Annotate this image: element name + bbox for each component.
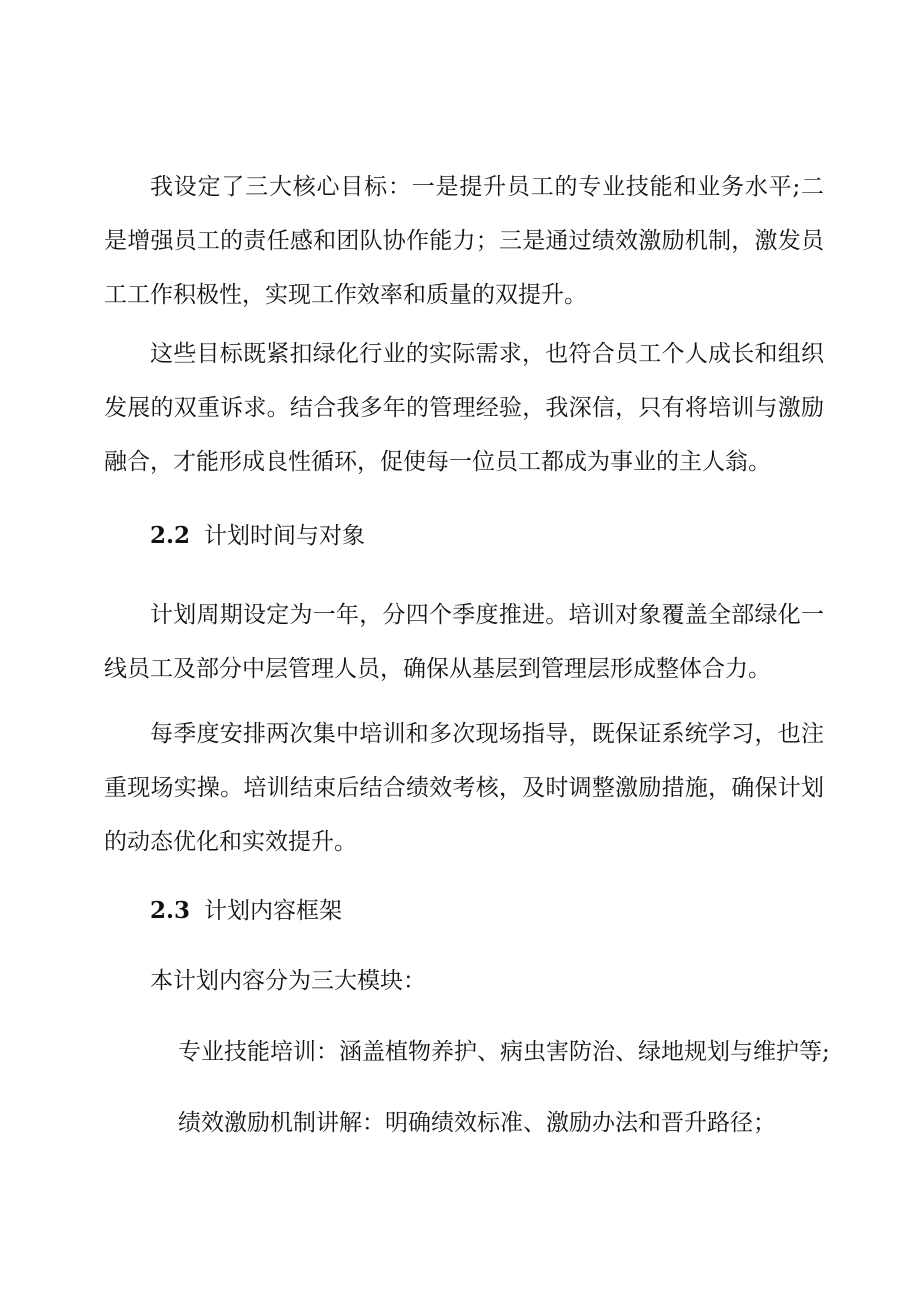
paragraph-core-goals: 我设定了三大核心目标：一是提升员工的专业技能和业务水平;二是增强员工的责任感和团队协作能力；三是通过绩效激励机制，激发员工工作积极性，实现工作效率和质量的双提升。 <box>104 174 824 308</box>
list-item: 绩效激励机制讲解：明确绩效标准、激励办法和晋升路径； <box>178 1110 776 1136</box>
section-heading-2-2 <box>150 521 365 551</box>
paragraph-plan-period: 计划周期设定为一年，分四个季度推进。培训对象覆盖全部绿化一线员工及部分中层管理人员，确保从基层到管理层形成整体合力。 <box>104 602 824 682</box>
section-number: 2.2 <box>150 522 191 549</box>
section-title: 计划内容框架 <box>204 898 343 924</box>
paragraph-goal-rationale: 这些目标既紧扣绿化行业的实际需求，也符合员工个人成长和组织发展的双重诉求。结合我多年的管理经验，我深信，只有将培训与激励融合，才能形成良性循环，促使每一位员工都成为事业的主人翁。 <box>104 341 824 475</box>
section-heading-2-3 <box>150 896 342 926</box>
paragraph-training-schedule: 每季度安排两次集中培训和多次现场指导，既保证系统学习，也注重现场实操。培训结束后结合绩效考核，及时调整激励措施，确保计划的动态优化和实效提升。 <box>104 721 824 855</box>
list-item: 专业技能培训：涵盖植物养护、病虫害防治、绿地规划与维护等; <box>178 1039 830 1065</box>
section-number: 2.3 <box>150 897 191 924</box>
module-intro: 本计划内容分为三大模块： <box>150 968 426 994</box>
section-title: 计划时间与对象 <box>204 523 366 549</box>
